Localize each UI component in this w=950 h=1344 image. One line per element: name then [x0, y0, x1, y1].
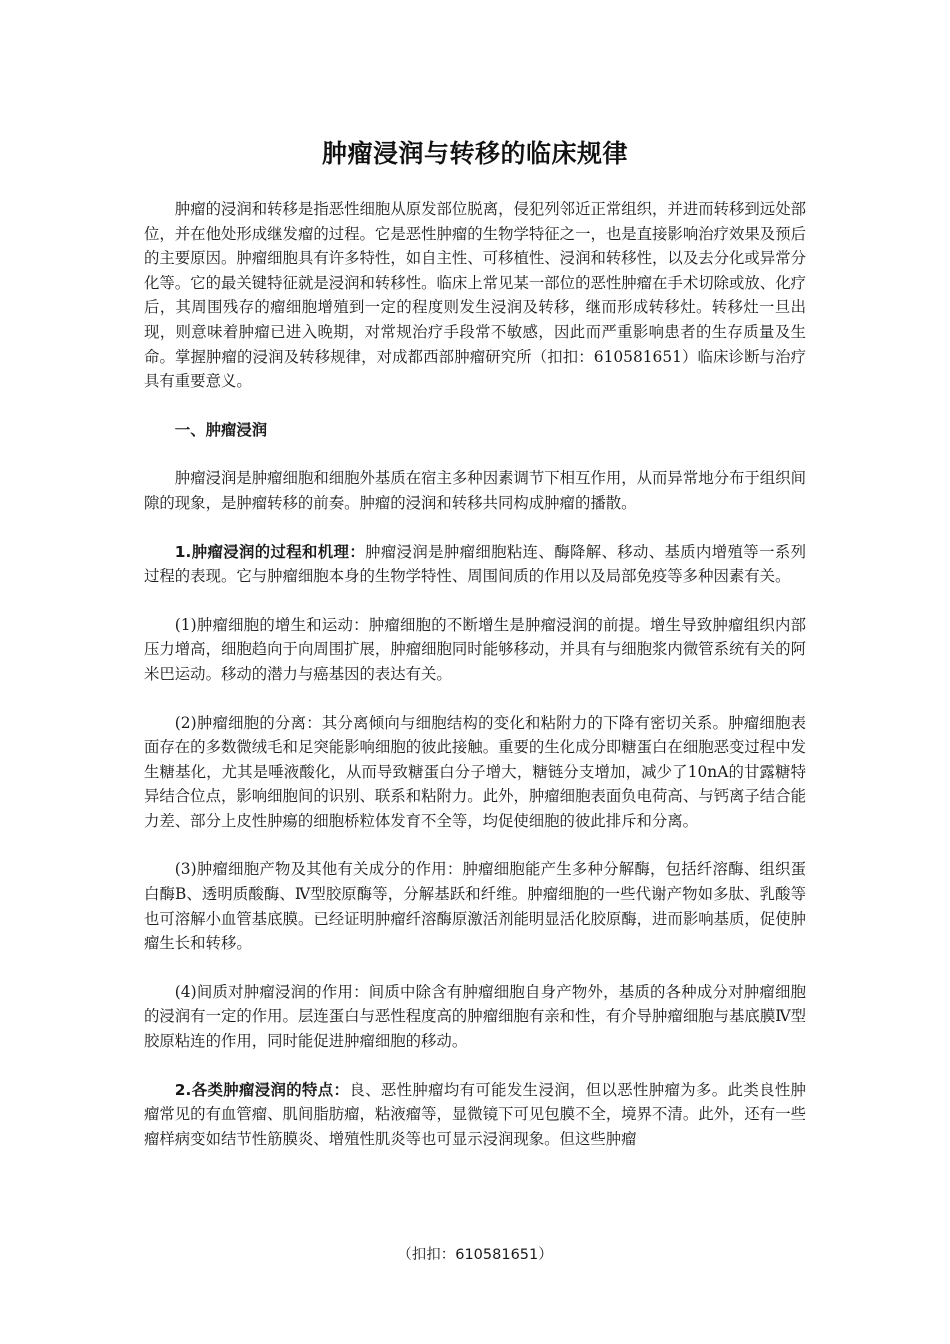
- intro-paragraph: 肿瘤的浸润和转移是指恶性细胞从原发部位脱离，侵犯列邻近正常组织，并进而转移到远处部位，并在他处形成继发瘤的过程。它是恶性肿瘤的生物学特征之一，也是直接影响治疗效果及预后的主要原因。肿瘤细胞具有许多特性，如自主性、可移植性、浸润和转移性，以及去分化或异常分化等。它的最关键特征就是浸润和转移性。临床上常见某一部位的恶性肿瘤在手术切除或放、化疗后，其周围残存的瘤细胞增殖到一定的程度则发生浸润及转移，继而形成转移灶。转移灶一旦出现，则意味着肿瘤已进入晚期，对常规治疗手段常不敏感，因此而严重影响患者的生存质量及生命。掌握肿瘤的浸润及转移规律，对成都西部肿瘤研究所（扣扣：610581651）临床诊断与治疗具有重要意义。: [144, 200, 806, 391]
- item-proliferation-motility: (1)肿瘤细胞的增生和运动：肿瘤细胞的不断增生是肿瘤浸润的前提。增生导致肿瘤组织内部压力增高，细胞趋向于向周围扩展，肿瘤细胞同时能够移动，并具有与细胞浆内微管系统有关的阿米巴运动。移动的潜力与癌基因的表达有关。: [144, 615, 806, 683]
- subsection-features-lead: 2.各类肿瘤浸润的特点：: [174, 1080, 350, 1099]
- subsection-process-text: 肿瘤浸润是肿瘤细胞粘连、酶降解、移动、基质内增殖等一系列过程的表现。它与肿瘤细胞本身的生物学特性、周围间质的作用以及局部免疫等多种因素有关。: [144, 542, 806, 586]
- document-title: 肿瘤浸润与转移的临床规律: [321, 139, 628, 168]
- section-intro-paragraph: 肿瘤浸润是肿瘤细胞和细胞外基质在宿主多种因素调节下相互作用，从而异常地分布于组织间隙的现象，是肿瘤转移的前奏。肿瘤的浸润和转移共同构成肿瘤的播散。: [144, 469, 806, 512]
- item-cell-products: (3)肿瘤细胞产物及其他有关成分的作用：肿瘤细胞能产生多种分解酶，包括纤溶酶、组织蛋白酶B、透明质酸酶、Ⅳ型胶原酶等，分解基跃和纤维。肿瘤细胞的一些代谢产物如多肽、乳酸等也可溶解小血管基底膜。已经证明肿瘤纤溶酶原激活剂能明显活化胶原酶，进而影响基质，促使肿瘤生长和转移。: [144, 860, 806, 953]
- document-body: [144, 197, 806, 1175]
- item-cell-detachment: (2)肿瘤细胞的分离：其分离倾向与细胞结构的变化和粘附力的下降有密切关系。肿瘤细胞表面存在的多数微绒毛和足突能影响细胞的彼此接触。重要的生化成分即糖蛋白在细胞恶变过程中发生糖基化，尤其是唾液酸化，从而导致糖蛋白分子增大，糖链分支增加，减少了10nA的甘露糖特异结合位点，影响细胞间的识别、联系和粘附力。此外，肿瘤细胞表面负电荷高、与钙离子结合能力差、部分上皮性肿瘍的细胞桥粒体发育不全等，均促使细胞的彼此排斥和分离。: [144, 713, 806, 830]
- page-footer: （扣扣：610581651）: [397, 1247, 553, 1263]
- section-heading-tumor-infiltration: 一、肿瘤浸润: [174, 420, 268, 439]
- subsection-features-text: 良、恶性肿瘤均有可能发生浸润，但以恶性肿瘤为多。此类良性肿瘤常见的有血管瘤、肌间脂肪瘤，粘液瘤等，显微镜下可见包膜不全，境界不清。此外，还有一些瘤样病变如结节性筋膜炎、增殖性肌炎等也可显示浸润现象。但这些肿瘤: [144, 1080, 806, 1148]
- subsection-infiltration-features: [144, 1078, 806, 1152]
- subsection-process-lead: 1.肿瘤浸润的过程和机理：: [174, 542, 366, 561]
- item-stroma-role: (4)间质对肿瘤浸润的作用：间质中除含有肿瘤细胞自身产物外，基质的各种成分对肿瘤细胞的浸润有一定的作用。层连蛋白与恶性程度高的肿瘤细胞有亲和性，有介导肿瘤细胞与基底膜Ⅳ型胶原粘连的作用，同时能促进肿瘤细胞的移动。: [144, 982, 806, 1051]
- subsection-process-mechanism: [144, 540, 806, 589]
